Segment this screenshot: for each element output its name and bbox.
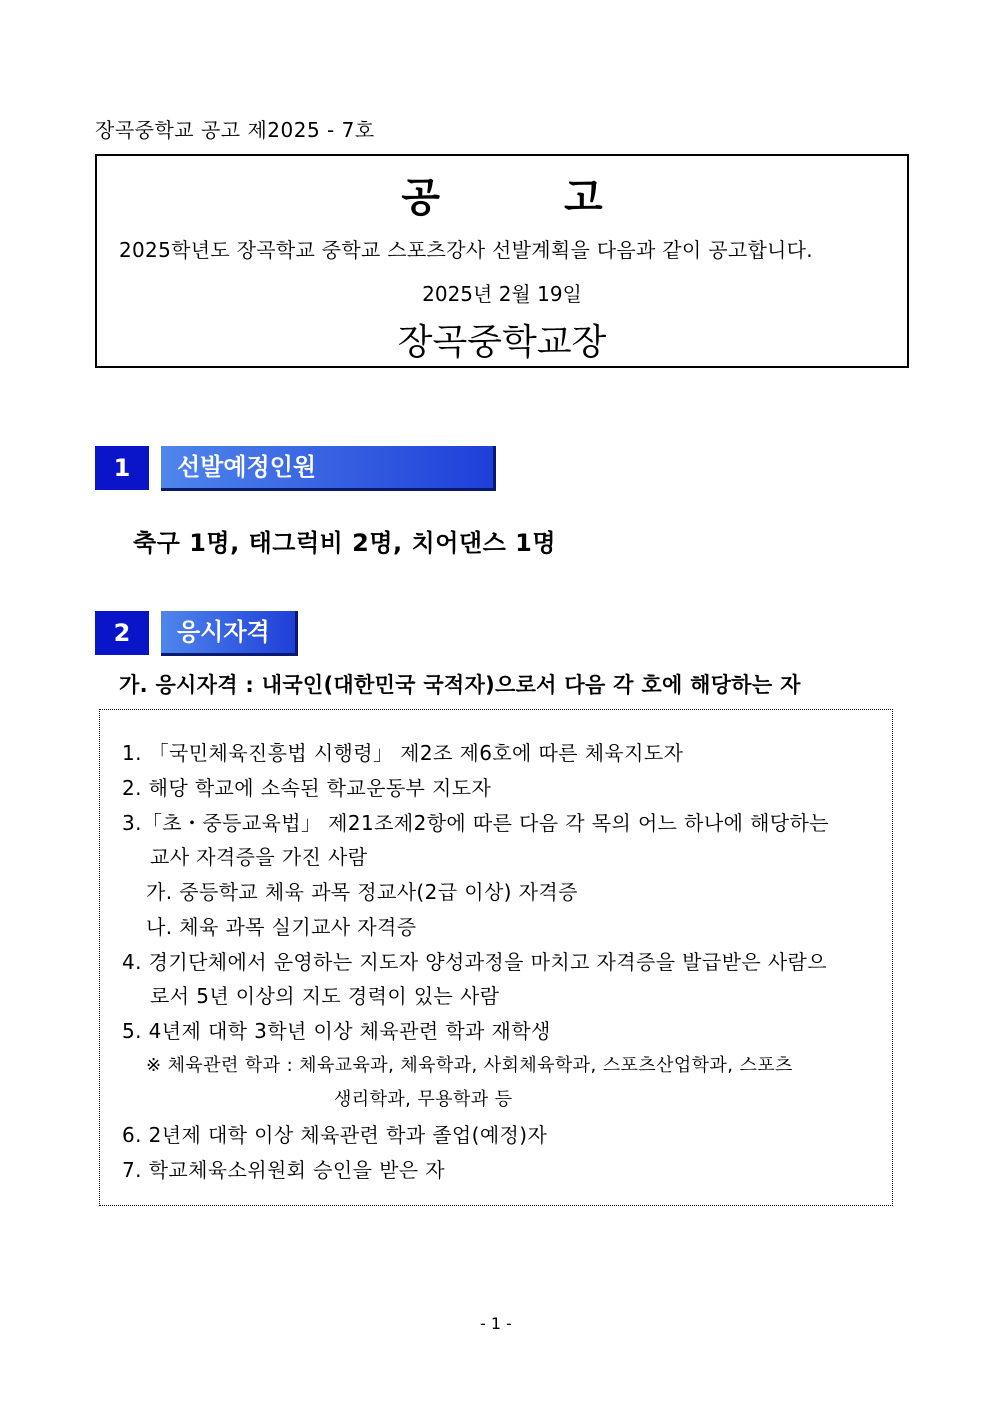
qualification-heading: 가. 응시자격 : 내국인(대한민국 국적자)으로서 다음 각 호에 해당하는 자 (119, 673, 801, 697)
qualification-subitem: 나. 체육 과목 실기교사 자격증 (146, 915, 417, 939)
notice-box (95, 154, 909, 368)
qualification-item: 6. 2년제 대학 이상 체육관련 학과 졸업(예정)자 (122, 1123, 548, 1147)
notice-title: 공 고 (401, 175, 603, 221)
section-2-title: 응시자격 (161, 611, 298, 656)
qualification-note-continued: 생리학과, 무용학과 등 (334, 1089, 513, 1110)
qualification-item-continued: 로서 5년 이상의 지도 경력이 있는 사람 (150, 984, 500, 1008)
qualification-box (99, 709, 893, 1206)
notice-number: 장곡중학교 공고 제2025 - 7호 (95, 118, 375, 142)
qualification-item: 4. 경기단체에서 운영하는 지도자 양성과정을 마치고 자격증을 발급받은 사람으 (122, 950, 827, 974)
section-1-number: 1 (95, 446, 149, 490)
qualification-item: 5. 4년제 대학 3학년 이상 체육관련 학과 재학생 (122, 1019, 551, 1043)
qualification-item-continued: 교사 자격증을 가진 사람 (150, 845, 368, 869)
notice-signer: 장곡중학교장 (397, 322, 607, 363)
notice-body: 2025학년도 장곡학교 중학교 스포츠강사 선발계획을 다음과 같이 공고합니다. (119, 238, 813, 262)
section-1-title: 선발예정인원 (161, 446, 496, 491)
recruit-count: 축구 1명, 태그럭비 2명, 치어댄스 1명 (133, 529, 557, 557)
notice-date: 2025년 2월 19일 (422, 282, 582, 306)
qualification-item: 1. 「국민체육진흥법 시행령」 제2조 제6호에 따른 체육지도자 (122, 741, 684, 765)
qualification-note: ※ 체육관련 학과 : 체육교육과, 체육학과, 사회체육학과, 스포츠산업학과, 스포츠 (146, 1055, 793, 1076)
page-number: - 1 - (480, 1314, 512, 1333)
qualification-subitem: 가. 중등학교 체육 과목 정교사(2급 이상) 자격증 (146, 880, 578, 904)
qualification-item: 7. 학교체육소위원회 승인을 받은 자 (122, 1158, 445, 1182)
qualification-item: 2. 해당 학교에 소속된 학교운동부 지도자 (122, 776, 492, 800)
qualification-item: 3.「초・중등교육법」 제21조제2항에 따른 다음 각 목의 어느 하나에 해당하는 (122, 811, 829, 835)
section-2-number: 2 (95, 611, 149, 655)
